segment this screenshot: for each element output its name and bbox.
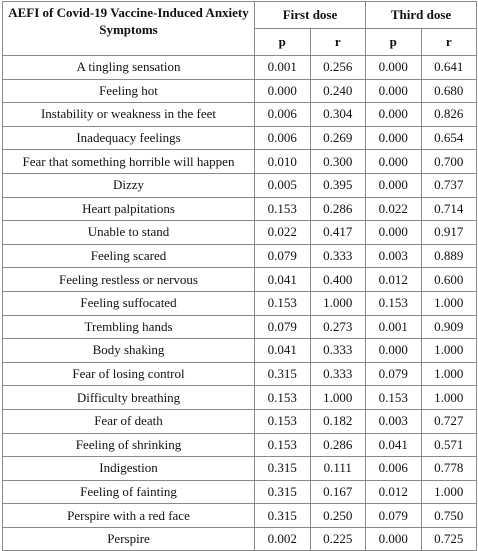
third-dose-p-cell: 0.000 — [366, 339, 422, 363]
table-row — [3, 268, 477, 292]
first-dose-p-cell: 0.079 — [255, 244, 311, 268]
symptom-cell: Feeling restless or nervous — [3, 268, 255, 292]
third-dose-p-cell: 0.012 — [366, 480, 422, 504]
third-dose-r-cell: 0.714 — [421, 197, 477, 221]
third-dose-r-cell: 1.000 — [421, 362, 477, 386]
symptom-cell: Instability or weakness in the feet — [3, 103, 255, 127]
table-row — [3, 527, 477, 551]
third-dose-r-cell: 1.000 — [421, 339, 477, 363]
table-row — [3, 504, 477, 528]
first-dose-r-cell: 0.111 — [310, 457, 366, 481]
first-dose-p-cell: 0.041 — [255, 268, 311, 292]
third-dose-r-cell: 1.000 — [421, 291, 477, 315]
third-dose-r-cell: 0.700 — [421, 150, 477, 174]
first-dose-r-cell: 0.333 — [310, 362, 366, 386]
first-dose-r-cell: 0.300 — [310, 150, 366, 174]
first-dose-r-cell: 1.000 — [310, 386, 366, 410]
third-dose-r-cell: 0.778 — [421, 457, 477, 481]
third-dose-p-cell: 0.079 — [366, 362, 422, 386]
third-dose-r-cell: 1.000 — [421, 386, 477, 410]
third-dose-r-cell: 0.917 — [421, 221, 477, 245]
third-dose-r-cell: 0.750 — [421, 504, 477, 528]
third-dose-header: Third dose — [366, 2, 477, 29]
symptom-cell: Feeling hot — [3, 79, 255, 103]
first-dose-p-cell: 0.000 — [255, 79, 311, 103]
third-dose-p-cell: 0.000 — [366, 221, 422, 245]
first-dose-r-cell: 1.000 — [310, 291, 366, 315]
third-dose-p-cell: 0.000 — [366, 56, 422, 80]
first-dose-p-header: p — [255, 29, 311, 56]
first-dose-p-cell: 0.315 — [255, 457, 311, 481]
first-dose-p-cell: 0.153 — [255, 291, 311, 315]
third-dose-p-cell: 0.001 — [366, 315, 422, 339]
symptom-cell: Fear of death — [3, 409, 255, 433]
third-dose-p-cell: 0.006 — [366, 457, 422, 481]
symptom-cell: Fear of losing control — [3, 362, 255, 386]
first-dose-r-cell: 0.333 — [310, 339, 366, 363]
first-dose-r-cell: 0.167 — [310, 480, 366, 504]
symptom-cell: Heart palpitations — [3, 197, 255, 221]
symptom-cell: Dizzy — [3, 173, 255, 197]
symptom-cell: Indigestion — [3, 457, 255, 481]
symptom-cell: Feeling scared — [3, 244, 255, 268]
symptom-cell: Feeling suffocated — [3, 291, 255, 315]
first-dose-r-cell: 0.182 — [310, 409, 366, 433]
third-dose-p-cell: 0.000 — [366, 103, 422, 127]
third-dose-p-cell: 0.003 — [366, 244, 422, 268]
third-dose-r-cell: 0.600 — [421, 268, 477, 292]
first-dose-p-cell: 0.006 — [255, 126, 311, 150]
table-body — [3, 56, 477, 551]
symptom-cell: Inadequacy feelings — [3, 126, 255, 150]
table-row — [3, 173, 477, 197]
third-dose-p-cell: 0.000 — [366, 126, 422, 150]
third-dose-p-cell: 0.153 — [366, 291, 422, 315]
first-dose-r-cell: 0.400 — [310, 268, 366, 292]
first-dose-r-cell: 0.250 — [310, 504, 366, 528]
third-dose-p-cell: 0.000 — [366, 173, 422, 197]
table-row — [3, 480, 477, 504]
table-row — [3, 339, 477, 363]
third-dose-p-cell: 0.012 — [366, 268, 422, 292]
table-row — [3, 79, 477, 103]
third-dose-r-cell: 0.826 — [421, 103, 477, 127]
first-dose-p-cell: 0.079 — [255, 315, 311, 339]
third-dose-r-cell: 0.641 — [421, 56, 477, 80]
third-dose-p-cell: 0.041 — [366, 433, 422, 457]
third-dose-p-header: p — [366, 29, 422, 56]
table-row — [3, 362, 477, 386]
first-dose-r-cell: 0.269 — [310, 126, 366, 150]
symptom-cell: Perspire — [3, 527, 255, 551]
table-row — [3, 150, 477, 174]
table-row — [3, 56, 477, 80]
first-dose-p-cell: 0.002 — [255, 527, 311, 551]
third-dose-r-cell: 0.909 — [421, 315, 477, 339]
table-row — [3, 291, 477, 315]
third-dose-p-cell: 0.000 — [366, 150, 422, 174]
symptom-cell: Perspire with a red face — [3, 504, 255, 528]
first-dose-r-header: r — [310, 29, 366, 56]
table-row — [3, 126, 477, 150]
first-dose-p-cell: 0.041 — [255, 339, 311, 363]
first-dose-p-cell: 0.010 — [255, 150, 311, 174]
third-dose-r-cell: 0.889 — [421, 244, 477, 268]
first-dose-r-cell: 0.240 — [310, 79, 366, 103]
first-dose-p-cell: 0.153 — [255, 197, 311, 221]
third-dose-r-header: r — [421, 29, 477, 56]
first-dose-p-cell: 0.153 — [255, 386, 311, 410]
table-row — [3, 197, 477, 221]
first-dose-r-cell: 0.395 — [310, 173, 366, 197]
third-dose-p-cell: 0.153 — [366, 386, 422, 410]
table-row — [3, 221, 477, 245]
table-row — [3, 315, 477, 339]
table-row — [3, 386, 477, 410]
symptom-cell: Feeling of fainting — [3, 480, 255, 504]
first-dose-p-cell: 0.022 — [255, 221, 311, 245]
first-dose-p-cell: 0.006 — [255, 103, 311, 127]
symptom-cell: A tingling sensation — [3, 56, 255, 80]
table-row — [3, 103, 477, 127]
first-dose-header: First dose — [255, 2, 366, 29]
first-dose-r-cell: 0.417 — [310, 221, 366, 245]
first-dose-r-cell: 0.304 — [310, 103, 366, 127]
first-dose-p-cell: 0.315 — [255, 480, 311, 504]
first-dose-p-cell: 0.005 — [255, 173, 311, 197]
symptom-cell: Body shaking — [3, 339, 255, 363]
table-row — [3, 244, 477, 268]
symptom-column-header: AEFI of Covid-19 Vaccine-Induced Anxiety Symptoms — [3, 2, 255, 56]
third-dose-p-cell: 0.000 — [366, 527, 422, 551]
aefi-anxiety-table — [2, 1, 477, 551]
first-dose-p-cell: 0.315 — [255, 362, 311, 386]
table-row — [3, 457, 477, 481]
third-dose-r-cell: 0.680 — [421, 79, 477, 103]
third-dose-p-cell: 0.079 — [366, 504, 422, 528]
third-dose-r-cell: 0.725 — [421, 527, 477, 551]
third-dose-r-cell: 0.571 — [421, 433, 477, 457]
table-row — [3, 433, 477, 457]
third-dose-r-cell: 0.654 — [421, 126, 477, 150]
symptom-cell: Difficulty breathing — [3, 386, 255, 410]
third-dose-r-cell: 0.727 — [421, 409, 477, 433]
symptom-cell: Trembling hands — [3, 315, 255, 339]
third-dose-p-cell: 0.022 — [366, 197, 422, 221]
third-dose-p-cell: 0.003 — [366, 409, 422, 433]
first-dose-p-cell: 0.153 — [255, 409, 311, 433]
first-dose-p-cell: 0.315 — [255, 504, 311, 528]
third-dose-r-cell: 0.737 — [421, 173, 477, 197]
first-dose-r-cell: 0.286 — [310, 197, 366, 221]
third-dose-p-cell: 0.000 — [366, 79, 422, 103]
first-dose-r-cell: 0.273 — [310, 315, 366, 339]
symptom-cell: Feeling of shrinking — [3, 433, 255, 457]
third-dose-r-cell: 1.000 — [421, 480, 477, 504]
first-dose-r-cell: 0.333 — [310, 244, 366, 268]
first-dose-r-cell: 0.225 — [310, 527, 366, 551]
first-dose-p-cell: 0.153 — [255, 433, 311, 457]
first-dose-r-cell: 0.256 — [310, 56, 366, 80]
table-row — [3, 409, 477, 433]
symptom-cell: Fear that something horrible will happen — [3, 150, 255, 174]
first-dose-r-cell: 0.286 — [310, 433, 366, 457]
first-dose-p-cell: 0.001 — [255, 56, 311, 80]
symptom-cell: Unable to stand — [3, 221, 255, 245]
